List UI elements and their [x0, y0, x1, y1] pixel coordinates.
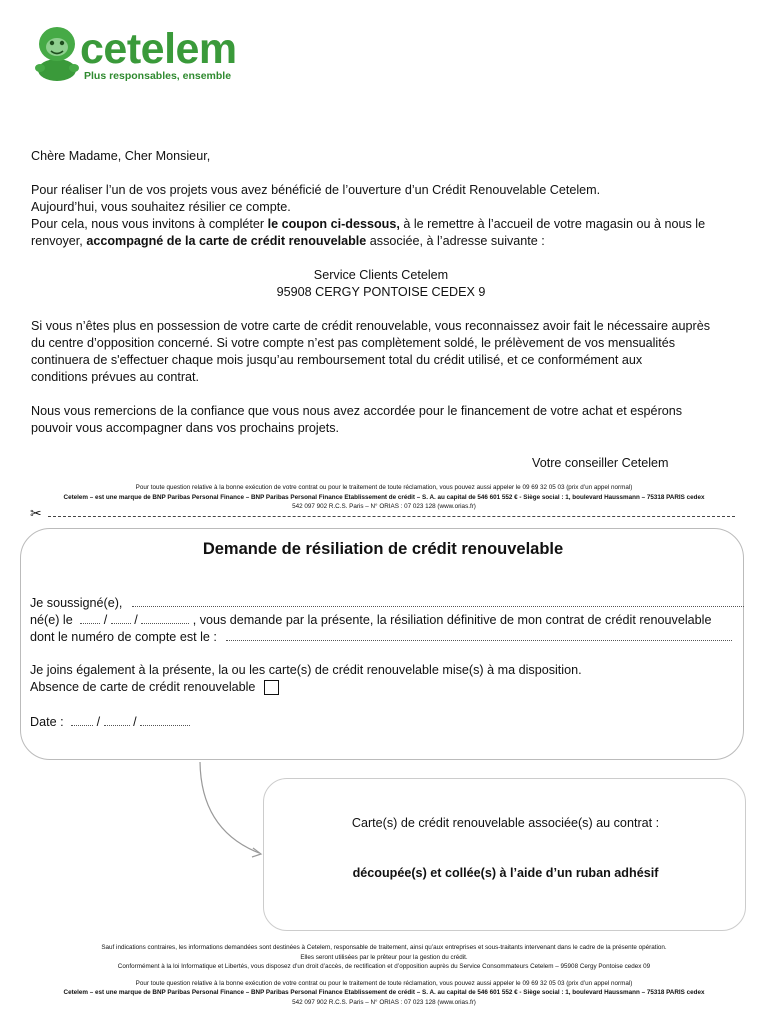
paragraph-line: continuera de s'effectuer chaque mois jusqu’au remboursement total du crédit utilisé, et ce conformément aux	[31, 353, 643, 367]
date-label: Date :	[30, 715, 64, 729]
request-text: , vous demande par la présente, la résiliation définitive de mon contrat de crédit renouvelable	[192, 613, 712, 627]
brand-name: cetelem	[80, 25, 237, 73]
attach-instruction: Carte(s) de crédit renouvelable associée(s) au contrat :	[351, 816, 660, 830]
form-title: Demande de résiliation de crédit renouvelable	[202, 540, 564, 558]
legal-notice-top: Pour toute question relative à la bonne exécution de votre contrat ou pour le traitement de toute réclamation, vous pouvez aussi appeler le 09 69 32 05 03 (prix d’un appel normal) Cetelem – est une marque de BNP Paribas Personal Finance – BNP Paribas Personal Finance Etablissement de crédit – S. A. au capital de 546 601 552 € - Siège social : 1, boulevard Haussmann – 75318 PARIS cedex 542 097 902 R.C.S. Paris – N° ORIAS : 07 023 128 (www.orias.fr)	[63, 484, 705, 510]
paragraph-line: Si vous n’êtes plus en possession de votre carte de crédit renouvelable, vous reconnaissez avoir fait le nécessaire auprès	[31, 319, 711, 333]
paragraph-line: du centre d’opposition concerné. Si votre compte n’est pas complètement soldé, le prélèvement de vos mensualités	[31, 336, 676, 350]
signature: Votre conseiller Cetelem	[532, 456, 669, 470]
paragraph-line: conditions prévues au contrat.	[31, 370, 200, 384]
soussigne-label: Je soussigné(e),	[30, 596, 123, 610]
curved-arrow-icon	[195, 760, 270, 860]
paragraph-line: Nous vous remercions de la confiance que vous nous avez accordée pour le financement de votre achat et espérons	[31, 404, 683, 418]
birth-month-field[interactable]	[111, 612, 131, 624]
paragraph-line: Pour cela, nous vous invitons à compléter le coupon ci-dessous, à le remettre à l’accueil de votre magasin ou à nous le	[31, 217, 706, 231]
attach-method: découpée(s) et collée(s) à l’aide d’un ruban adhésif	[352, 866, 659, 880]
date-year-field[interactable]	[140, 714, 190, 726]
dashed-divider	[48, 516, 735, 517]
address-line: 95908 CERGY PONTOISE CEDEX 9	[276, 285, 486, 299]
paragraph-line: pouvoir vous accompagner dans vos prochains projets.	[31, 421, 340, 435]
account-label: dont le numéro de compte est le :	[30, 630, 217, 644]
paragraph-line: Pour réaliser l’un de vos projets vous avez bénéficié de l’ouverture d’un Crédit Renouvelable Cetelem.	[31, 183, 601, 197]
cut-line	[30, 505, 735, 523]
date-month-field[interactable]	[104, 714, 130, 726]
mascot-icon	[34, 24, 80, 82]
birth-day-field[interactable]	[80, 612, 100, 624]
joins-text: Je joins également à la présente, la ou les carte(s) de crédit renouvelable mise(s) à ma disposition.	[30, 663, 582, 677]
address-line: Service Clients Cetelem	[313, 268, 449, 282]
card-attach-area	[263, 778, 746, 931]
birth-year-field[interactable]	[141, 612, 189, 624]
absence-checkbox[interactable]	[264, 680, 279, 695]
paragraph-line: Aujourd’hui, vous souhaitez résilier ce compte.	[31, 200, 291, 214]
letter-body	[31, 148, 731, 437]
absence-label: Absence de carte de crédit renouvelable	[30, 680, 256, 694]
name-field[interactable]	[132, 595, 744, 607]
account-number-field[interactable]	[226, 629, 732, 641]
date-day-field[interactable]	[71, 714, 93, 726]
greeting: Chère Madame, Cher Monsieur,	[31, 149, 211, 163]
birthdate-label: né(e) le	[30, 613, 73, 627]
paragraph-line: renvoyer, accompagné de la carte de crédit renouvelable associée, à l’adresse suivante :	[31, 234, 545, 248]
scissors-icon: ✂	[30, 505, 42, 521]
brand-tagline: Plus responsables, ensemble	[84, 70, 232, 82]
termination-form: Demande de résiliation de crédit renouvelable Je soussigné(e), né(e) le / / , vous demande par la présente, la résiliation définitive de mon contrat de crédit renouvelable dont le numéro de compte est le : Je joins également à la présente, la ou les carte(s) de crédit renouvelable mise(s) à ma disposition. Absence de carte de crédit renouvelable Date : / /	[20, 528, 744, 760]
legal-notice-bottom: Sauf indications contraires, les informations demandées sont destinées à Cetelem, responsable de traitement, ainsi qu’aux entreprises et sous-traitants intervenant dans le cadre de la présente opération. Elles seront utilisées par le prêteur pour la gestion du crédit. Conformément à la loi Informatique et Libertés, vous disposez d’un droit d’accès, de rectification et d’opposition auprès du Service Consommateurs Cetelem – 95908 Cergy Pontoise cedex 09 Pour toute question relative à la bonne exécution de votre contrat ou pour le traitement de toute réclamation, vous pouvez aussi appeler le 09 69 32 05 03 (prix d’un appel normal) Cetelem – est une marque de BNP Paribas Personal Finance – BNP Paribas Personal Finance Etablissement de crédit – S. A. au capital de 546 601 552 € - Siège social : 1, boulevard Haussmann – 75318 PARIS cedex 542 097 902 R.C.S. Paris – N° ORIAS : 07 023 128 (www.orias.fr)	[63, 944, 705, 1006]
